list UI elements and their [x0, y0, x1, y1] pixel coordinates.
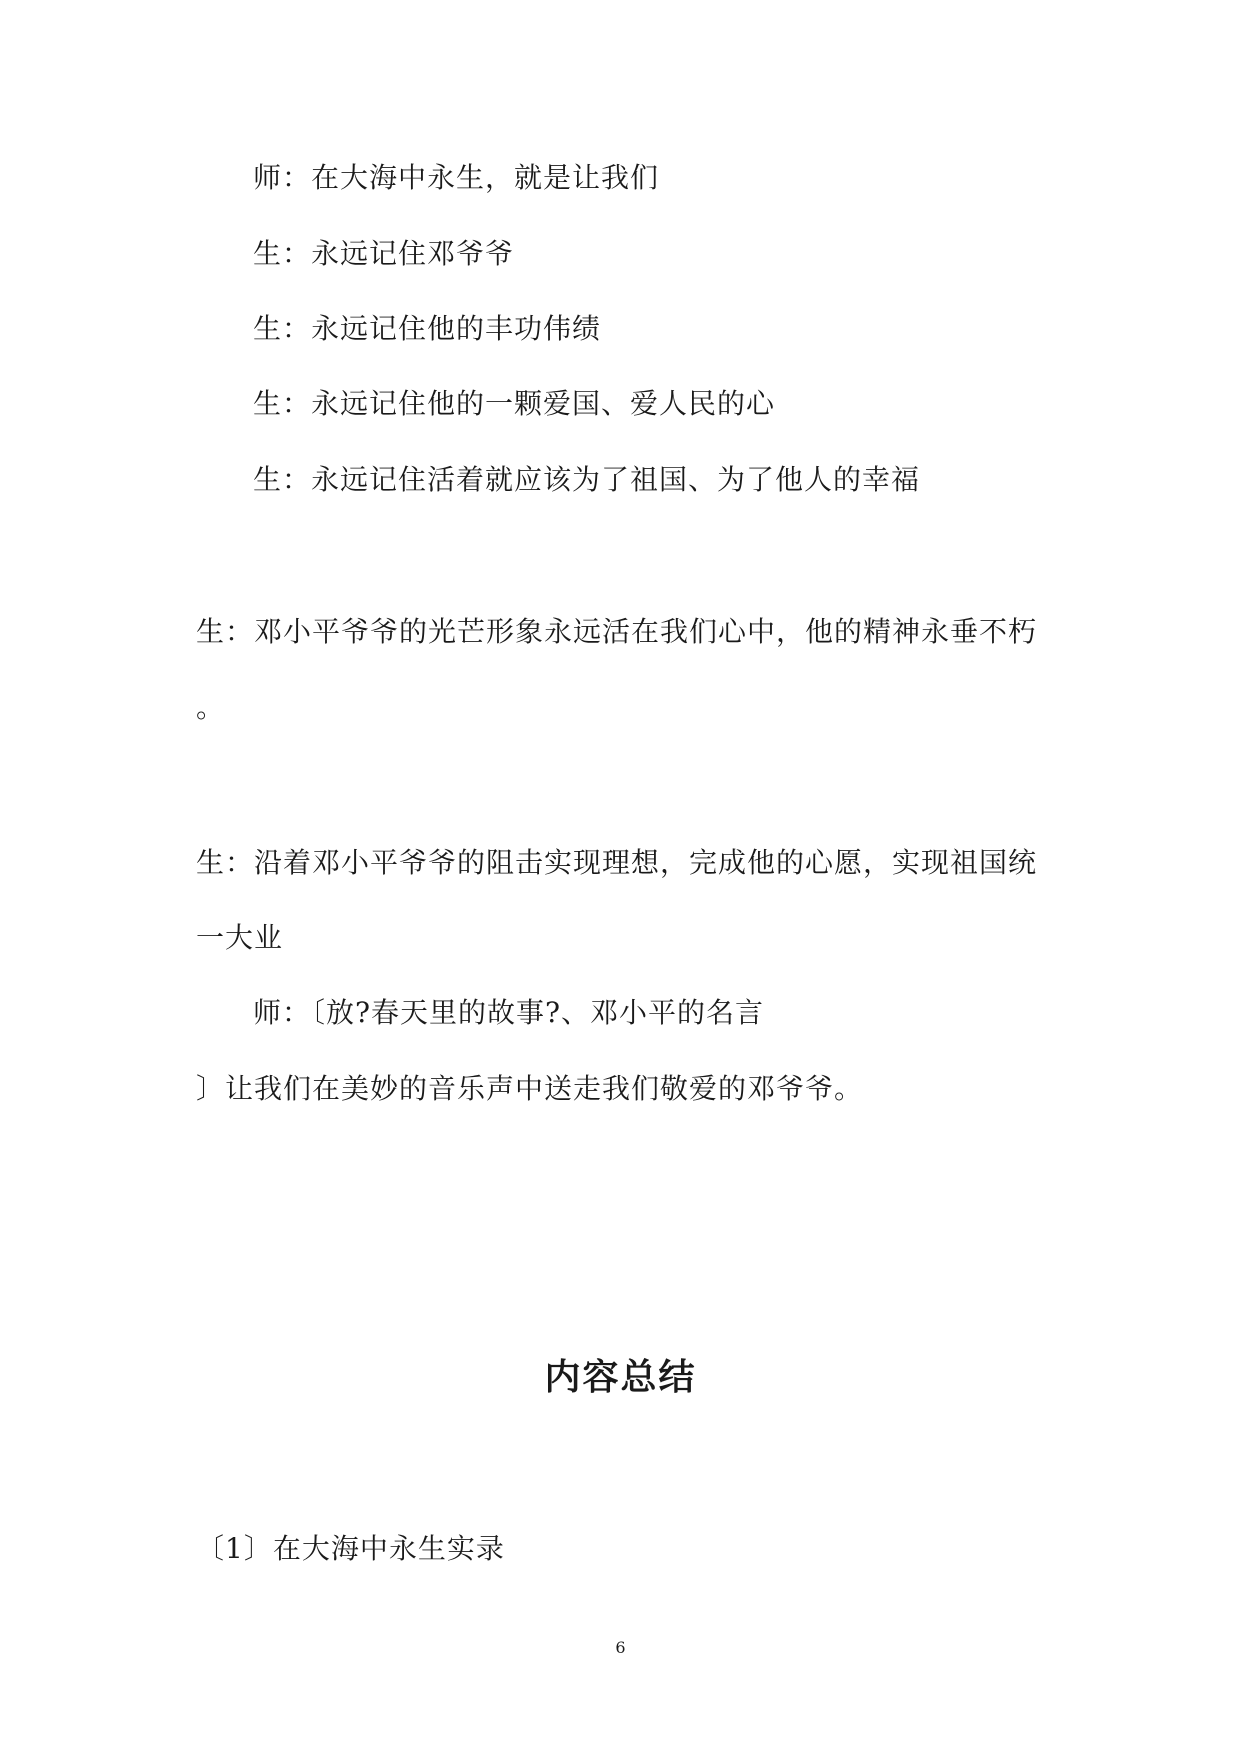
- paragraph-line: 一大业: [196, 921, 284, 954]
- dialogue-line: 生：永远记住活着就应该为了祖国、为了他人的幸福: [253, 463, 921, 496]
- page-number: 6: [615, 1638, 626, 1657]
- paragraph-line: 生：沿着邓小平爷爷的阻击实现理想，完成他的心愿，实现祖国统: [196, 846, 1038, 879]
- dialogue-line: 生：永远记住他的丰功伟绩: [253, 312, 602, 345]
- teacher-line: 师：〔放?春天里的故事?、邓小平的名言: [253, 996, 765, 1029]
- paragraph-line: 生：邓小平爷爷的光芒形象永远活在我们心中，他的精神永垂不朽: [196, 615, 1038, 648]
- teacher-line: 〕让我们在美妙的音乐声中送走我们敬爱的邓爷爷。: [196, 1072, 864, 1105]
- dialogue-line: 师：在大海中永生，就是让我们: [253, 161, 660, 194]
- section-heading: 内容总结: [544, 1356, 697, 1398]
- paragraph-line: 。: [196, 691, 226, 724]
- dialogue-line: 生：永远记住邓爷爷: [253, 237, 515, 270]
- summary-item: 〔1〕在大海中永生实录: [196, 1532, 505, 1565]
- dialogue-line: 生：永远记住他的一颗爱国、爱人民的心: [253, 387, 776, 420]
